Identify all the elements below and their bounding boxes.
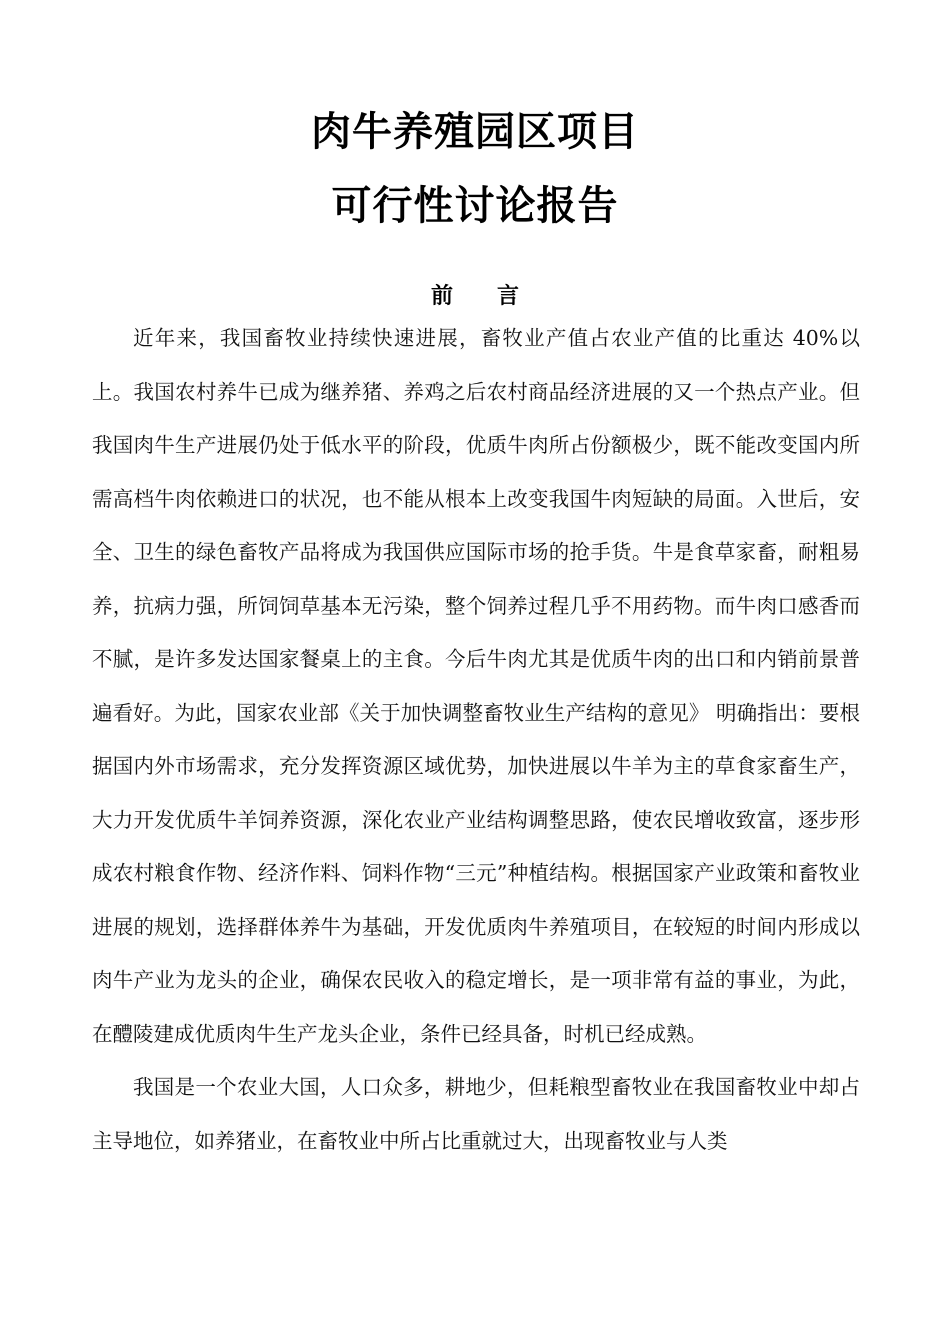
body-text — [92, 312, 860, 1168]
paragraph-2: 我国是一个农业大国，人口众多，耕地少，但耗粮型畜牧业在我国畜牧业中却占主导地位，如养猪业，在畜牧业中所占比重就过大，出现畜牧业与人类 — [92, 1075, 860, 1153]
document-title-line-1: 肉牛养殖园区项目 — [311, 109, 639, 155]
section-heading-preface — [0, 283, 950, 311]
section-heading-part-2: 言 — [497, 284, 520, 309]
paragraph-1: 近年来，我国畜牧业持续快速进展，畜牧业产值占农业产值的比重达 40%以上。我国农村养牛已成为继养猪、养鸡之后农村商品经济进展的又一个热点产业。但我国肉牛生产进展仍处于低水平的阶段，优质牛肉所占份额极少，既不能改变国内所需高档牛肉依赖进口的状况，也不能从根本上改变我国牛肉短缺的局面。入世后，安全、卫生的绿色畜牧产品将成为我国供应国际市场的抢手货。牛是食草家畜，耐粗易养，抗病力强，所饲饲草基本无污染，整个饲养过程几乎不用药物。而牛肉口感香而不腻，是许多发达国家餐桌上的主食。今后牛肉尤其是优质牛肉的出口和内销前景普遍看好。为此，国家农业部《关于加快调整畜牧业生产结构的意见》 明确指出：要根据国内外市场需求，充分发挥资源区域优势，加快进展以牛羊为主的草食家畜生产，大力开发优质牛羊饲养资源，深化农业产业结构调整思路，使农民增收致富，逐步形成农村粮食作物、经济作料、饲料作物“三元”种植结构。根据国家产业政策和畜牧业进展的规划，选择群体养牛为基础，开发优质肉牛养殖项目，在较短的时间内形成以肉牛产业为龙头的企业，确保农民收入的稳定增长，是一项非常有益的事业，为此，在醴陵建成优质肉牛生产龙头企业，条件已经具备，时机已经成熟。 — [92, 326, 860, 1046]
document-title-line-2: 可行性讨论报告 — [331, 183, 619, 229]
section-heading-part-1: 前 — [430, 284, 453, 309]
